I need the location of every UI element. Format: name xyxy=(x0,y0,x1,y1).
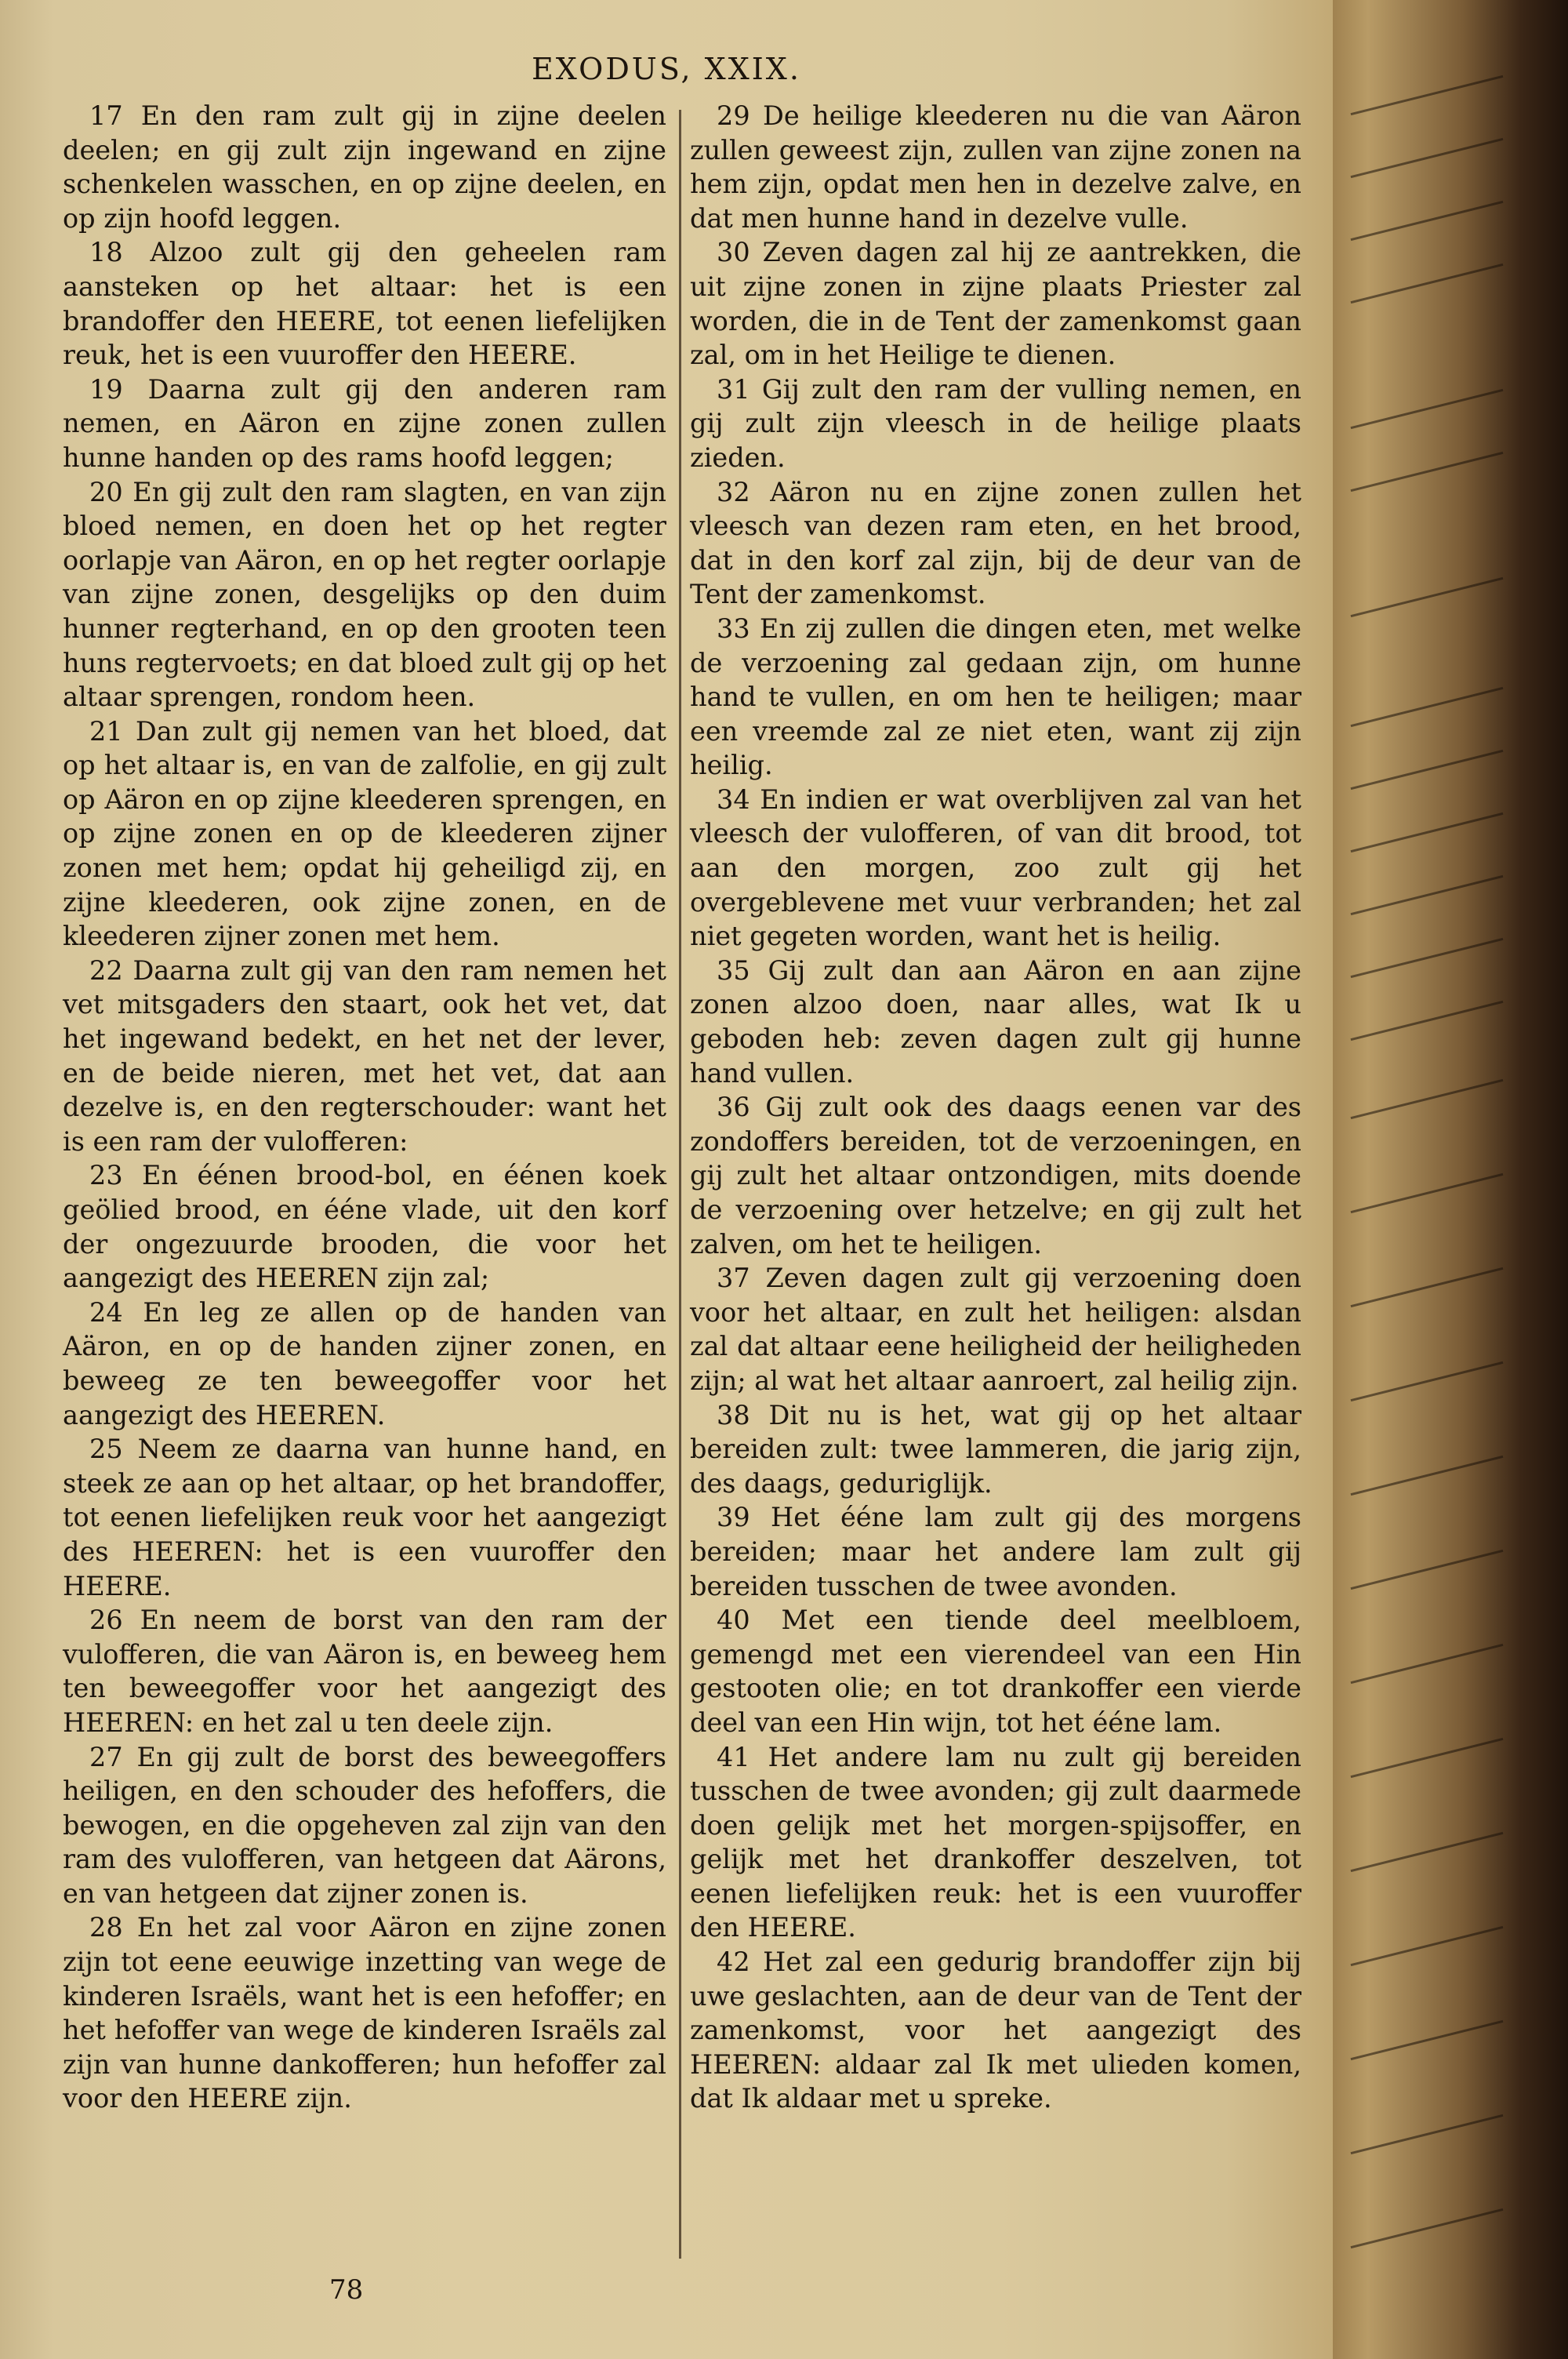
verse-29: 29 De heilige kleederen nu die van Aäron zullen geweest zijn, zullen van zijne zonen na hem zijn, opdat men hen in dezelve zalve, en dat men hunne hand in dezelve vulle. xyxy=(690,100,1301,234)
verse-34: 34 En indien er wat overblijven zal van het vleesch der vulofferen, of van dit brood, tot aan den morgen, zoo zult gij het overgeblevene met vuur verbranden; het zal niet gegeten worden, want het is heilig. xyxy=(690,783,1301,952)
verse-22: 22 Daarna zult gij van den ram nemen het vet mitsgaders den staart, ook het vet, dat het ingewand bedekt, en het net der lever, en de beide nieren, met het vet, dat aan dezelve is, en den regterschouder: want het is een ram der vulofferen: xyxy=(63,954,666,1157)
text-column-right xyxy=(690,99,1301,2116)
page-number: 78 xyxy=(329,2274,364,2306)
verse-33: 33 En zij zullen die dingen eten, met welke de verzoening zal gedaan zijn, om hunne hand te vullen, en om hen te heiligen; maar een vreemde zal ze niet eten, want zij zijn heilig. xyxy=(690,612,1301,781)
verse-25: 25 Neem ze daarna van hunne hand, en steek ze aan op het altaar, op het brandoffer, tot eenen liefelijken reuk voor het aangezigt des HEEREN: het is een vuuroffer den HEERE. xyxy=(63,1434,666,1601)
verse-35: 35 Gij zult dan aan Aäron en aan zijne zonen alzoo doen, naar alles, wat Ik u geboden heb: zeven dagen zult gij hunne hand vullen. xyxy=(690,954,1301,1089)
verse-39: 39 Het ééne lam zult gij des morgens bereiden; maar het andere lam zult gij bereiden tusschen de twee avonden. xyxy=(690,1502,1301,1601)
column-rule xyxy=(679,110,681,2259)
verse-27: 27 En gij zult de borst des beweegoffers heiligen, en den schouder des hefoffers, die bewogen, en die opgeheven zal zijn van den ram des vulofferen, van hetgeen dat Aärons, en van hetgeen dat zijner zonen is. xyxy=(63,1741,666,1909)
verse-41: 41 Het andere lam nu zult gij bereiden tusschen de twee avonden; gij zult daarmede doen gelijk met het morgen-spijsoffer, en gelijk met het drankoffer deszelven, tot eenen liefelijken reuk: het is een vuuroffer den HEERE. xyxy=(690,1741,1301,1943)
verse-26: 26 En neem de borst van den ram der vulofferen, die van Aäron is, en beweeg hem ten beweegoffer voor het aangezigt des HEEREN: en het zal u ten deele zijn. xyxy=(63,1605,666,1738)
verse-31: 31 Gij zult den ram der vulling nemen, en gij zult zijn vleesch in de heilige plaats zieden. xyxy=(690,373,1301,473)
verse-21: 21 Dan zult gij nemen van het bloed, dat op het altaar is, en van de zalfolie, en gij zult op Aäron en op zijne kleederen sprengen, en op zijne zonen en op de kleederen zijner zonen met hem; opdat hij geheiligd zij, en zijne kleederen, ook zijne zonen, en de kleederen zijner zonen met hem. xyxy=(63,715,666,952)
bleed-through-text xyxy=(1333,0,1568,2359)
verse-20: 20 En gij zult den ram slagten, en van zijn bloed nemen, en doen het op het regter oorlapje van Aäron, en op het regter oorlapje van zijne zonen, desgelijks op den duim hunner regterhand, en op den grooten teen huns regtervoets; en dat bloed zult gij op het altaar sprengen, rondom heen. xyxy=(63,476,666,713)
verse-36: 36 Gij zult ook des daags eenen var des zondoffers bereiden, tot de verzoeningen, en gij zult het altaar ontzondigen, mits doende de verzoening over hetzelve; en gij zult het zalven, om het te heiligen. xyxy=(690,1092,1301,1259)
verse-28: 28 En het zal voor Aäron en zijne zonen zijn tot eene eeuwige inzetting van wege de kinderen Israëls, want het is een hefoffer; en het hefoffer van wege de kinderen Israëls zal zijn van hunne dankofferen; hun hefoffer zal voor den HEERE zijn. xyxy=(63,1912,666,2114)
verse-23: 23 En éénen brood-bol, en éénen koek geölied brood, en ééne vlade, uit den korf der ongezuurde brooden, die voor het aangezigt des HEEREN zijn zal; xyxy=(63,1160,666,1294)
verse-40: 40 Met een tiende deel meelbloem, gemengd met een vierendeel van een Hin gestooten olie; en tot drankoffer een vierde deel van een Hin wijn, tot het ééne lam. xyxy=(690,1605,1301,1738)
verse-32: 32 Aäron nu en zijne zonen zullen het vleesch van dezen ram eten, en het brood, dat in den korf zal zijn, bij de deur van de Tent der zamenkomst. xyxy=(690,476,1301,610)
verse-24: 24 En leg ze allen op de handen van Aäron, en op de handen zijner zonen, en beweeg ze ten beweegoffer voor het aangezigt des HEEREN. xyxy=(63,1296,666,1430)
verse-38: 38 Dit nu is het, wat gij op het altaar bereiden zult: twee lammeren, die jarig zijn, des daags, geduriglijk. xyxy=(690,1399,1301,1499)
verse-17: 17 En den ram zult gij in zijne deelen deelen; en gij zult zijn ingewand en zijne schenkelen wasschen, en op zijne deelen, en op zijn hoofd leggen. xyxy=(63,100,666,234)
verse-37: 37 Zeven dagen zult gij verzoening doen voor het altaar, en zult het heiligen: alsdan zal dat altaar eene heiligheid der heiligheden zijn; al wat het altaar aanroert, zal heilig zijn. xyxy=(690,1263,1301,1396)
verse-19: 19 Daarna zult gij den anderen ram nemen, en Aäron en zijne zonen zullen hunne handen op des rams hoofd leggen; xyxy=(63,373,666,473)
next-page-edge xyxy=(1333,0,1568,2359)
verse-30: 30 Zeven dagen zal hij ze aantrekken, die uit zijne zonen in zijne plaats Priester zal worden, die in de Tent der zamenkomst gaan zal, om in het Heilige te dienen. xyxy=(690,237,1301,371)
verse-18: 18 Alzoo zult gij den geheelen ram aansteken op het altaar: het is een brandoffer den HEERE, tot eenen liefelijken reuk, het is een vuuroffer den HEERE. xyxy=(63,237,666,371)
running-head: EXODUS, XXIX. xyxy=(532,52,801,86)
text-column-left xyxy=(63,99,666,2116)
verse-42: 42 Het zal een gedurig brandoffer zijn bij uwe geslachten, aan de deur van de Tent der zamenkomst, voor het aangezigt des HEEREN: aldaar zal Ik met ulieden komen, dat Ik aldaar met u spreke. xyxy=(690,1946,1301,2114)
